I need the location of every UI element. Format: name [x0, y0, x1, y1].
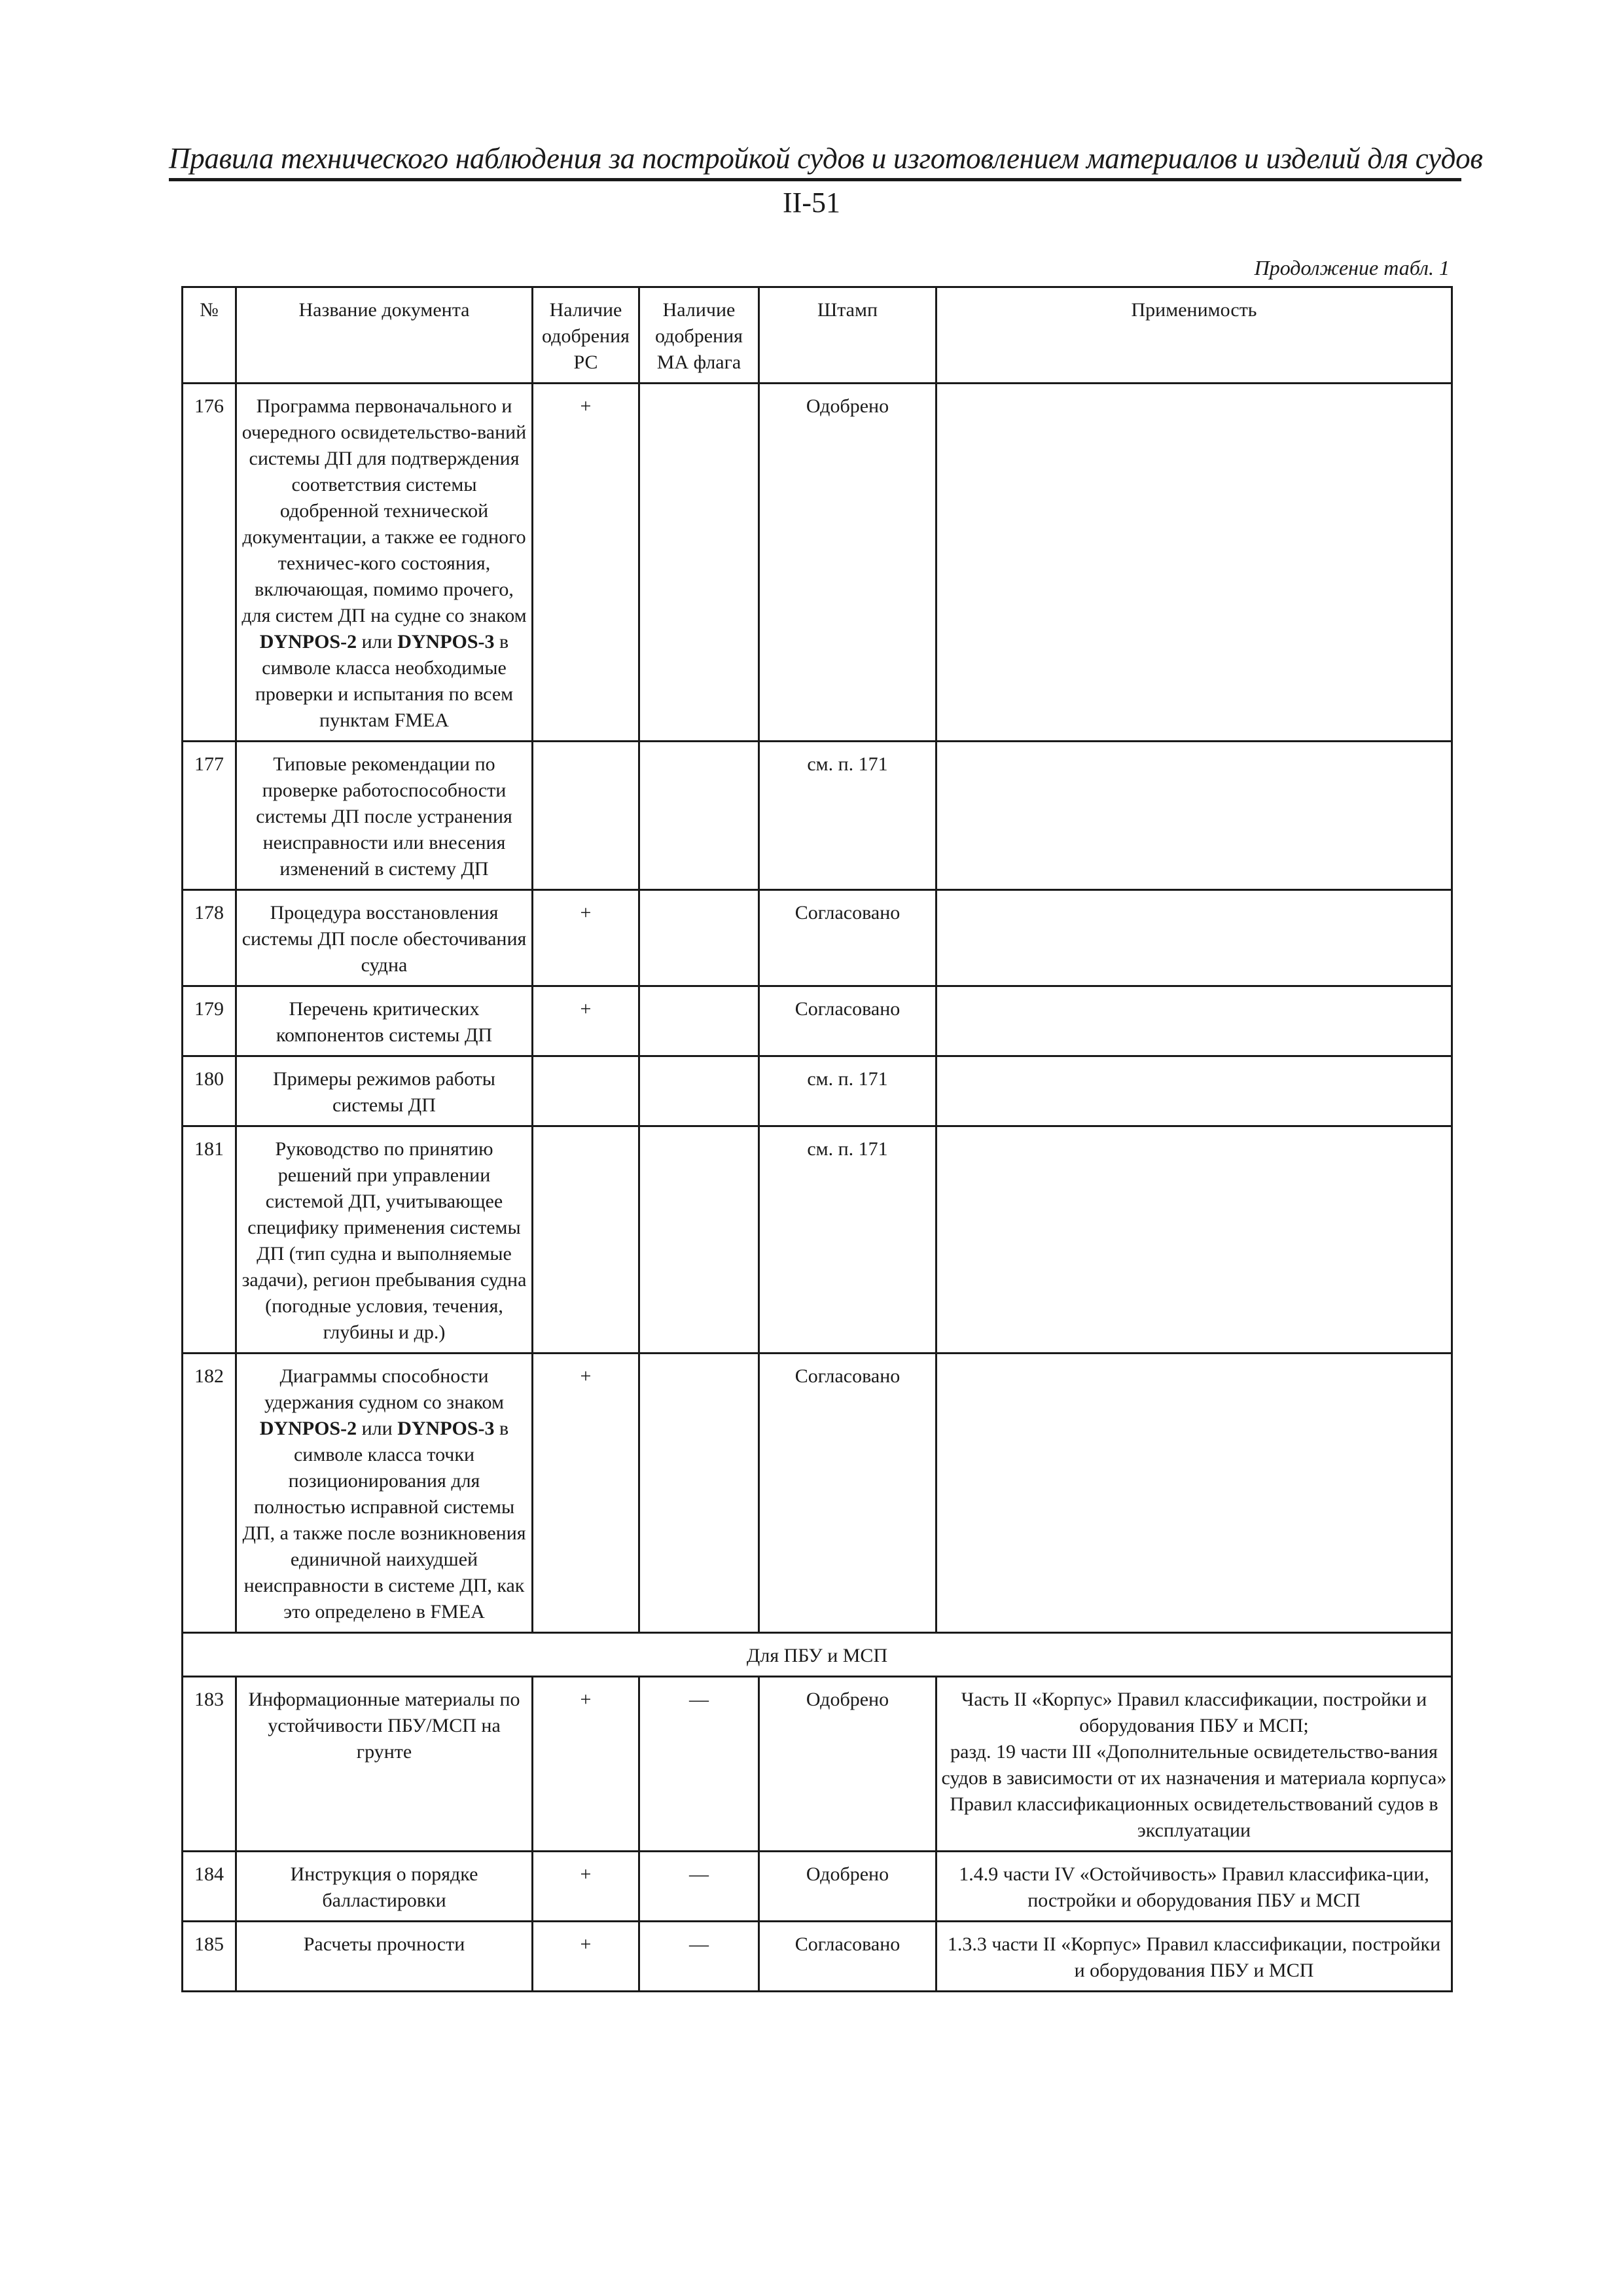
document-name-text: в символе класса точки позиционирования для полностью исправной системы ДП, а также после возникновения единичной наихудшей неисправности в системе ДП, как это определено в FMEA: [242, 1418, 526, 1623]
applicability: [936, 1677, 1452, 1852]
row-number: 182: [183, 1354, 236, 1633]
rs-approval: [533, 1126, 639, 1354]
rs-approval: +: [533, 1354, 639, 1633]
flag-approval: [639, 1126, 759, 1354]
document-name-text: Диаграммы способности удержания судном со знаком: [264, 1365, 504, 1413]
stamp: Согласовано: [759, 1354, 936, 1633]
running-header: Правила технического наблюдения за постройкой судов и изготовлением материалов и изделий для судов: [169, 142, 1483, 175]
header-applicability: Применимость: [936, 287, 1452, 384]
row-number: 185: [183, 1922, 236, 1992]
document-name: Перечень критических компонентов системы ДП: [236, 986, 533, 1056]
stamp: Согласовано: [759, 1922, 936, 1992]
applicability: [936, 986, 1452, 1056]
header-flag-approval: Наличие одобрения МА флага: [639, 287, 759, 384]
applicability: [936, 384, 1452, 742]
dynpos-3-mark: DYNPOS-3: [397, 631, 495, 653]
stamp: см. п. 171: [759, 742, 936, 890]
applicability: [936, 1354, 1452, 1633]
document-name: Примеры режимов работы системы ДП: [236, 1056, 533, 1126]
stamp: Согласовано: [759, 986, 936, 1056]
applicability: [936, 742, 1452, 890]
document-name-text: или: [357, 1418, 398, 1439]
flag-approval: —: [639, 1922, 759, 1992]
applicability-line: разд. 19 части III «Дополнительные освидетельство-вания судов в зависимости от их назначения и материала корпуса» Правил классификационных освидетельствований судов в эксплуатации: [941, 1741, 1447, 1841]
rs-approval: +: [533, 384, 639, 742]
applicability: 1.4.9 части IV «Остойчивость» Правил классифика-ции, постройки и оборудования ПБУ и МСП: [936, 1852, 1452, 1922]
applicability-line: Часть II «Корпус» Правил классификации, постройки и оборудования ПБУ и МСП;: [961, 1689, 1427, 1736]
flag-approval: [639, 890, 759, 986]
page-number: II-51: [783, 187, 840, 219]
flag-approval: [639, 742, 759, 890]
table-row: [183, 1126, 1452, 1354]
stamp: Согласовано: [759, 890, 936, 986]
header-document-name: Название документа: [236, 287, 533, 384]
flag-approval: [639, 986, 759, 1056]
table-row: [183, 742, 1452, 890]
row-number: 176: [183, 384, 236, 742]
document-name: Типовые рекомендации по проверке работоспособности системы ДП после устранения неисправности или внесения изменений в систему ДП: [236, 742, 533, 890]
rs-approval: +: [533, 890, 639, 986]
rs-approval: +: [533, 986, 639, 1056]
applicability: [936, 890, 1452, 986]
flag-approval: [639, 384, 759, 742]
rs-approval: [533, 1056, 639, 1126]
document-name: Расчеты прочности: [236, 1922, 533, 1992]
applicability: [936, 1056, 1452, 1126]
row-number: 183: [183, 1677, 236, 1852]
table-row: [183, 1677, 1452, 1852]
flag-approval: [639, 1056, 759, 1126]
dynpos-3-mark: DYNPOS-3: [397, 1418, 495, 1439]
stamp: Одобрено: [759, 384, 936, 742]
document-name: Информационные материалы по устойчивости ПБУ/МСП на грунте: [236, 1677, 533, 1852]
table-row: [183, 1354, 1452, 1633]
row-number: 180: [183, 1056, 236, 1126]
documents-table: [181, 286, 1453, 1992]
flag-approval: [639, 1354, 759, 1633]
table-row: [183, 1922, 1452, 1992]
applicability: [936, 1126, 1452, 1354]
stamp: см. п. 171: [759, 1056, 936, 1126]
stamp: Одобрено: [759, 1852, 936, 1922]
applicability: 1.3.3 части II «Корпус» Правил классификации, постройки и оборудования ПБУ и МСП: [936, 1922, 1452, 1992]
document-name: Руководство по принятию решений при управлении системой ДП, учитывающее специфику применения системы ДП (тип судна и выполняемые задачи), регион пребывания судна (погодные условия, течения, глубины и др.): [236, 1126, 533, 1354]
document-name-text: Программа первоначального и очередного освидетельство-ваний системы ДП для подтверждения соответствия системы одобренной технической документации, а также ее годного техничес-кого состояния, включающая, помимо прочего, для систем ДП на судне со знаком: [241, 395, 527, 626]
header-rule: [169, 178, 1461, 181]
document-name-text: в символе класса необходимые проверки и испытания по всем пунктам FMEA: [255, 631, 514, 731]
rs-approval: +: [533, 1922, 639, 1992]
document-name: Инструкция о порядке балластировки: [236, 1852, 533, 1922]
table-row: [183, 890, 1452, 986]
header-stamp: Штамп: [759, 287, 936, 384]
row-number: 177: [183, 742, 236, 890]
document-name: [236, 1354, 533, 1633]
table-continuation-note: Продолжение табл. 1: [1254, 256, 1450, 279]
rs-approval: +: [533, 1677, 639, 1852]
section-header-row: [183, 1633, 1452, 1677]
table-row: [183, 986, 1452, 1056]
row-number: 181: [183, 1126, 236, 1354]
row-number: 179: [183, 986, 236, 1056]
row-number: 184: [183, 1852, 236, 1922]
document-name-text: или: [357, 631, 398, 653]
dynpos-2-mark: DYNPOS-2: [259, 1418, 357, 1439]
stamp: Одобрено: [759, 1677, 936, 1852]
table-row: [183, 384, 1452, 742]
document-name: Процедура восстановления системы ДП после обесточивания судна: [236, 890, 533, 986]
table-header-row: [183, 287, 1452, 384]
section-title: Для ПБУ и МСП: [183, 1633, 1452, 1677]
header-rs-approval: Наличие одобрения РС: [533, 287, 639, 384]
header-number: №: [183, 287, 236, 384]
rs-approval: +: [533, 1852, 639, 1922]
rs-approval: [533, 742, 639, 890]
document-name: [236, 384, 533, 742]
stamp: см. п. 171: [759, 1126, 936, 1354]
dynpos-2-mark: DYNPOS-2: [259, 631, 357, 653]
table-row: [183, 1852, 1452, 1922]
table-row: [183, 1056, 1452, 1126]
row-number: 178: [183, 890, 236, 986]
flag-approval: —: [639, 1852, 759, 1922]
flag-approval: —: [639, 1677, 759, 1852]
